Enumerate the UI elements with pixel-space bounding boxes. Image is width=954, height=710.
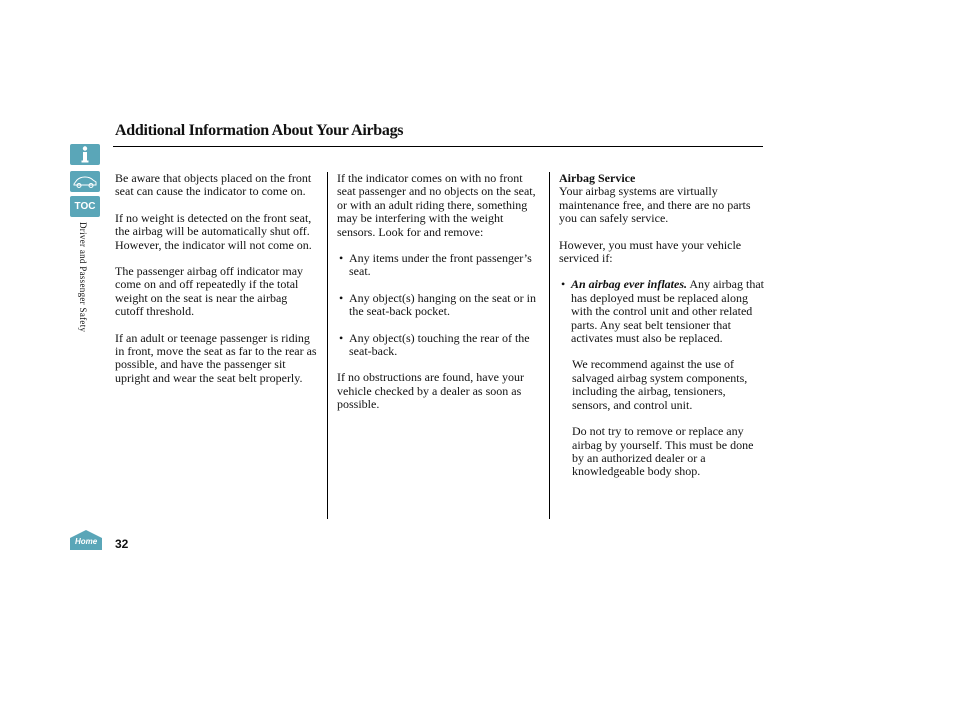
bullet-dot: •	[339, 290, 344, 305]
bullet-lead: An airbag ever inflates.	[571, 277, 687, 292]
list-item-text: Any object(s) touching the rear of the seat-back.	[349, 330, 530, 359]
paragraph: Do not try to remove or replace any airbag by yourself. This must be done by an authorized dealer or a knowledgeable body shop.	[572, 424, 754, 479]
column-2	[337, 172, 539, 425]
paragraph: Your airbag systems are virtually maintenance free, and there are no parts you can safely service.	[559, 184, 751, 226]
home-button[interactable]	[70, 530, 102, 550]
list-item	[559, 278, 764, 345]
column-1	[115, 172, 317, 398]
list-item-text: Any airbag that has deployed must be replaced along with the control unit and other related parts. Any seat belt tensioner that activates must also be replaced.	[571, 277, 764, 346]
paragraph: However, you must have your vehicle serviced if:	[559, 237, 742, 266]
info-icon[interactable]	[70, 144, 100, 165]
column-3	[559, 172, 764, 492]
toc-label: TOC	[74, 201, 96, 212]
toc-button[interactable]	[70, 196, 100, 217]
paragraph: If no weight is detected on the front seat, the airbag will be automatically shut off. However, the indicator will not come on.	[115, 210, 312, 252]
bullet-dot: •	[561, 277, 566, 292]
paragraph: The passenger airbag off indicator may come on and off repeatedly if the total weight on the seat is near the airbag cutoff threshold.	[115, 264, 304, 319]
page-title: Additional Information About Your Airbags	[115, 122, 404, 139]
list-item	[337, 292, 539, 319]
section-label: Driver and Passenger Safety	[78, 222, 88, 333]
car-icon[interactable]	[70, 171, 100, 192]
paragraph: If no obstructions are found, have your vehicle checked by a dealer as soon as possible.	[337, 370, 524, 412]
list-item-text: Any object(s) hanging on the seat or in the seat-back pocket.	[349, 290, 536, 319]
column-divider	[327, 172, 328, 519]
list-item-text: Any items under the front passenger’s seat.	[349, 251, 532, 279]
list-item	[337, 252, 539, 279]
paragraph: If an adult or teenage passenger is riding in front, move the seat as far to the rear as possible, and have the passenger sit upright and wear the seat belt properly.	[115, 330, 317, 385]
home-label: Home	[75, 537, 98, 546]
bullet-dot: •	[339, 330, 344, 345]
bullet-dot: •	[339, 251, 344, 266]
paragraph: Be aware that objects placed on the front seat can cause the indicator to come on.	[115, 171, 312, 199]
page-number: 32	[115, 537, 129, 551]
title-rule	[113, 146, 763, 147]
column-divider	[549, 172, 550, 519]
section-heading: Airbag Service	[559, 171, 636, 185]
list-item	[337, 332, 539, 359]
paragraph: We recommend against the use of salvaged airbag system components, including the airbag, tensioners, sensors, and control unit.	[572, 357, 748, 412]
paragraph: If the indicator comes on with no front seat passenger and no objects on the seat, or with an adult riding there, something may be interfering with the weight sensors. Look for and remove:	[337, 171, 536, 239]
